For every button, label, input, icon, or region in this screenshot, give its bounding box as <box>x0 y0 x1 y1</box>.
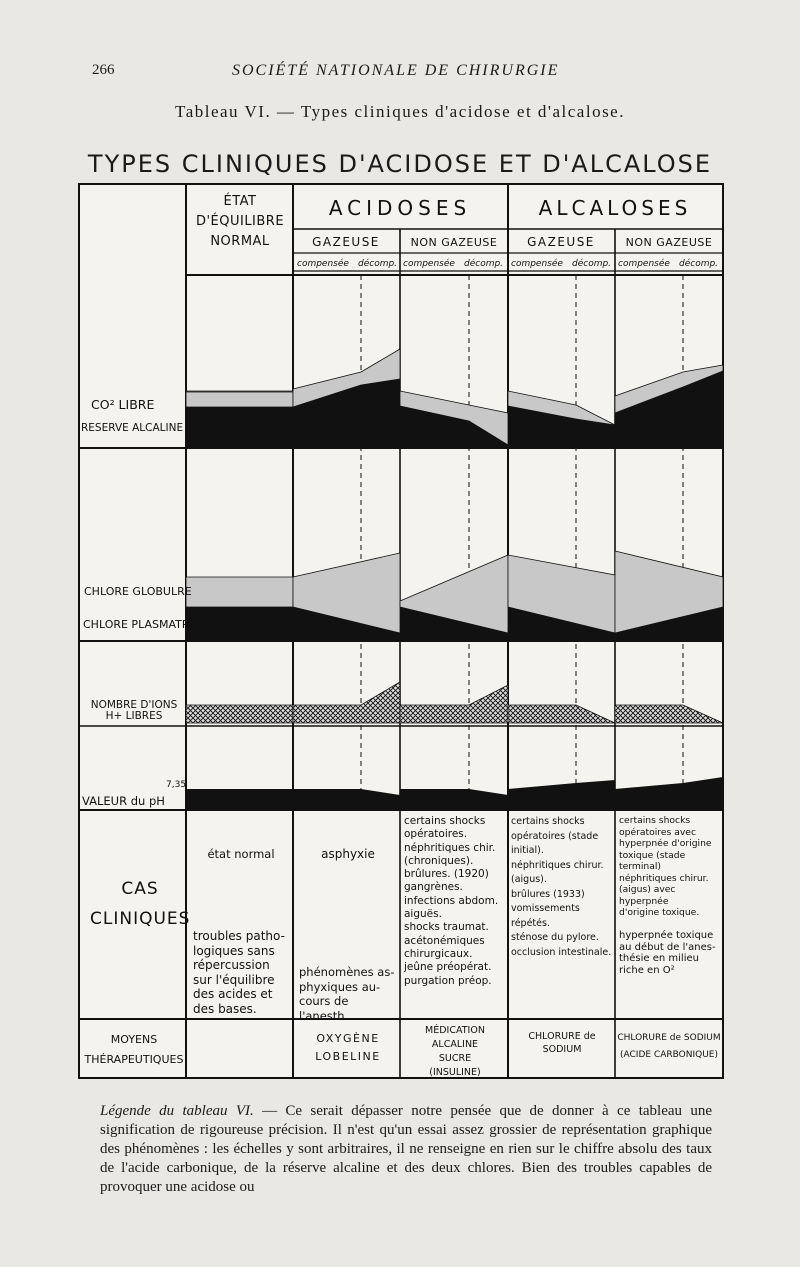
legend-label: Légende du tableau VI. <box>100 1103 254 1119</box>
label-ph-value: 7,35 <box>166 780 187 790</box>
label-reserve-alcaline: RESERVE ALCALINE <box>81 422 184 434</box>
legend-text: — Ce serait dépasser notre pensée que de donner à ce tableau une signification de rigoureuse précision. Il n'est qu'un essai assez grossier de représentation graphique des phénomènes : les échelles y sont arbitraires, il ne renseigne en rien sur le chiffre absolu des taux de l'acide carbonique, de la réserve alcaline et des deux chlores. Bien des troubles capables de provoquer une acidose ou <box>100 1103 713 1195</box>
figure-title: TYPES CLINIQUES D'ACIDOSE ET D'ALCALOSE <box>87 150 713 178</box>
cas-acid-non-gazeuse: certains shocks opératoires. néphritiques chir. (chroniques). brûlures. (1920) gangrènes. infections abdom. aiguës. shocks traumat. acétonémiques chirurgicaux. jeûne préopérat. purgation préop. <box>404 815 499 987</box>
cas-alc-non-gazeuse-top: certains shocks opératoires avec hyperpnée d'origine toxique (stade terminal) néphritiques chirur. (aigus) avec hyperpnée d'origine toxique. <box>619 815 712 918</box>
label-co2-libre: CO² LIBRE <box>91 397 155 412</box>
label-cas-cliniques: CAS CLINIQUES <box>90 879 191 929</box>
sub-decomp-2: décomp. <box>464 259 504 269</box>
cas-normal-bottom: troubles patho- logiques sans répercussion sur l'équilibre des acides et des bases. <box>193 929 285 1016</box>
header-acidoses: ACIDOSES <box>328 196 472 220</box>
moyens-alc-gazeuse: CHLORURE de SODIUM <box>528 1031 596 1055</box>
label-valeur-ph: VALEUR du pH <box>82 794 165 808</box>
cas-normal-top: état normal <box>207 847 275 861</box>
sub-compensee-4: compensée <box>618 259 670 269</box>
page-number: 266 <box>92 62 115 78</box>
header-alc-non-gazeuse: NON GAZEUSE <box>625 236 713 249</box>
label-moyens-therapeutiques: MOYENS THÉRAPEUTIQUES <box>84 1033 184 1066</box>
sub-compensee-2: compensée <box>403 259 455 269</box>
moyens-alc-non-gazeuse: CHLORURE de SODIUM (ACIDE CARBONIQUE) <box>617 1033 721 1060</box>
table-caption: Tableau VI. — Types cliniques d'acidose et d'alcalose. <box>175 102 625 121</box>
header-alcaloses: ALCALOSES <box>538 196 692 220</box>
legend-paragraph <box>100 1102 712 1197</box>
sub-compensee-1: compensée <box>297 259 349 269</box>
header-etat-normal: ÉTAT D'ÉQUILIBRE NORMAL <box>195 194 285 249</box>
label-nombre-ions: NOMBRE D'IONS H+ LIBRES <box>90 699 178 722</box>
label-chlore-plasmatique: CHLORE PLASMATRE <box>83 618 197 631</box>
label-chlore-globulaire: CHLORE GLOBULRE <box>84 585 192 598</box>
header-acid-gazeuse: GAZEUSE <box>312 235 380 249</box>
running-head <box>0 62 800 82</box>
sub-decomp-3: décomp. <box>572 259 612 269</box>
sub-decomp-1: décomp. <box>358 259 398 269</box>
moyens-acid-non-gazeuse: MÉDICATION ALCALINE SUCRE (INSULINE) <box>425 1025 485 1078</box>
cas-acid-gazeuse-bottom: phénomènes as- phyxiques au- cours de l'anesth. <box>299 965 395 1023</box>
moyens-acid-gazeuse: OXYGÈNE LOBELINE <box>315 1032 381 1063</box>
running-title: SOCIÉTÉ NATIONALE DE CHIRURGIE <box>232 62 560 79</box>
header-alc-gazeuse: GAZEUSE <box>527 235 595 249</box>
cas-alc-non-gazeuse-bottom: hyperpnée toxique au début de l'anes- thésie en milieu riche en O² <box>619 930 716 976</box>
sub-decomp-4: décomp. <box>679 259 719 269</box>
sub-compensee-3: compensée <box>511 259 563 269</box>
cas-alc-gazeuse: certains shocks opératoires (stade initial). néphritiques chirur. (aigus). brûlures (1933) vomissements répétés. sténose du pylore. occlusion intestinale. <box>511 816 612 958</box>
header-acid-non-gazeuse: NON GAZEUSE <box>410 236 498 249</box>
cas-acid-gazeuse-top: asphyxie <box>321 847 375 861</box>
